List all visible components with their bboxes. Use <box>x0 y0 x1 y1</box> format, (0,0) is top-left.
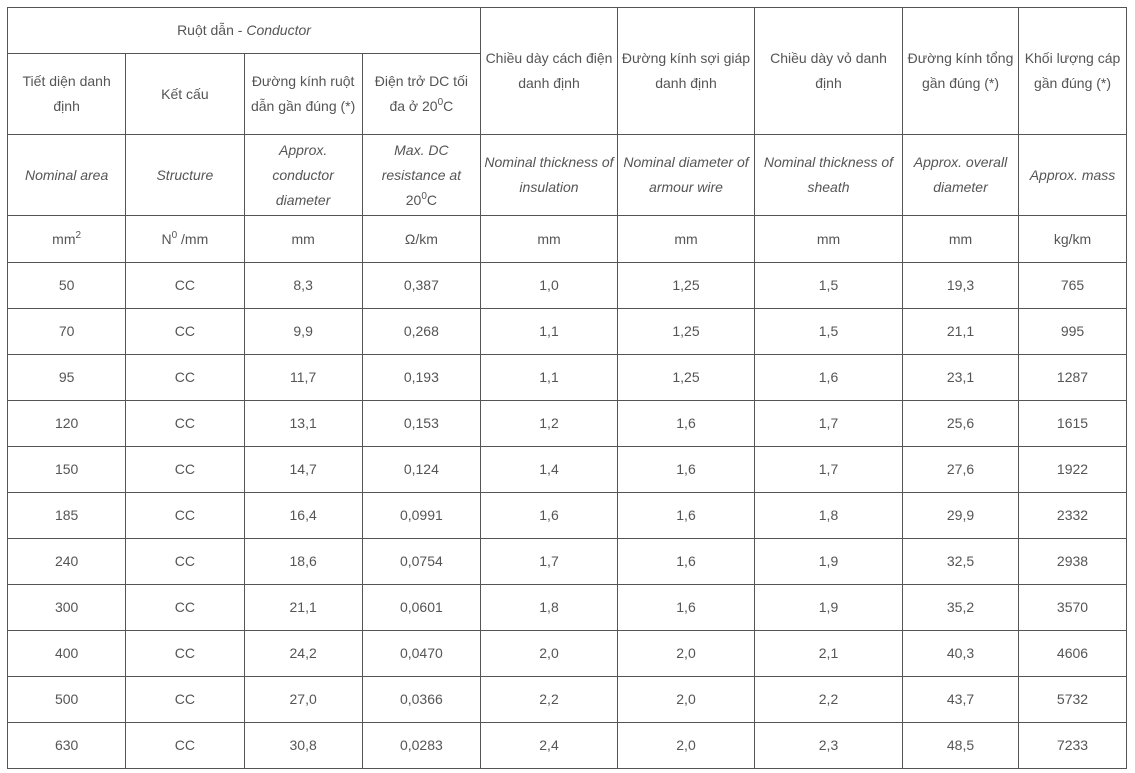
cell-conductor-diameter: 14,7 <box>244 447 362 493</box>
header-armour-vn: Đường kính sợi giáp danh định <box>618 8 755 135</box>
table-row <box>8 539 1127 585</box>
header-armour-en: Nominal diameter of armour wire <box>618 135 755 216</box>
cell-insulation: 1,8 <box>481 585 618 631</box>
cell-insulation: 1,1 <box>481 309 618 355</box>
cell-overall-diameter: 48,5 <box>903 723 1019 769</box>
header-resistance-en-temp-unit: C <box>426 191 437 208</box>
cell-conductor-diameter: 18,6 <box>244 539 362 585</box>
cell-overall-diameter: 21,1 <box>903 309 1019 355</box>
cell-conductor-diameter: 9,9 <box>244 309 362 355</box>
cell-insulation: 2,0 <box>481 631 618 677</box>
header-area-vn: Tiết diện danh định <box>8 54 126 135</box>
cell-resistance: 0,0283 <box>362 723 480 769</box>
cell-sheath: 1,6 <box>755 355 903 401</box>
conductor-group-header <box>8 8 481 54</box>
cell-overall-diameter: 29,9 <box>903 493 1019 539</box>
unit-structure-tail: /mm <box>177 230 209 247</box>
table-row <box>8 677 1127 723</box>
cell-conductor-diameter: 16,4 <box>244 493 362 539</box>
cell-mass: 1922 <box>1019 447 1127 493</box>
cell-sheath: 1,5 <box>755 263 903 309</box>
header-structure-en: Structure <box>126 135 244 216</box>
header-mass-vn: Khối lượng cáp gần đúng (*) <box>1019 8 1127 135</box>
header-overall-diameter-vn: Đường kính tổng gần đúng (*) <box>903 8 1019 135</box>
cell-area: 300 <box>8 585 126 631</box>
cell-structure: CC <box>126 355 244 401</box>
cell-insulation: 1,2 <box>481 401 618 447</box>
cell-mass: 5732 <box>1019 677 1127 723</box>
cell-resistance: 0,124 <box>362 447 480 493</box>
header-structure-vn: Kết cấu <box>126 54 244 135</box>
cell-area: 120 <box>8 401 126 447</box>
cell-sheath: 2,2 <box>755 677 903 723</box>
table-row <box>8 263 1127 309</box>
table-row <box>8 723 1127 769</box>
unit-overall-diameter: mm <box>903 216 1019 263</box>
cell-sheath: 1,7 <box>755 401 903 447</box>
cell-area: 95 <box>8 355 126 401</box>
header-resistance-en-text: Max. DC resistance at <box>381 141 462 183</box>
cell-structure: CC <box>126 309 244 355</box>
header-resistance-en-degree: 0 <box>421 190 427 202</box>
cell-structure: CC <box>126 263 244 309</box>
table-body <box>8 263 1127 769</box>
cell-resistance: 0,193 <box>362 355 480 401</box>
header-insulation-vn: Chiều dày cách điện danh định <box>481 8 618 135</box>
header-resistance-vn-temp: 20 <box>422 98 438 114</box>
cell-resistance: 0,0366 <box>362 677 480 723</box>
cell-insulation: 1,7 <box>481 539 618 585</box>
cell-structure: CC <box>126 677 244 723</box>
cell-resistance: 0,0991 <box>362 493 480 539</box>
unit-insulation: mm <box>481 216 618 263</box>
conductor-group-label-vn: Ruột dẫn - <box>177 22 247 38</box>
header-resistance-vn <box>362 54 480 135</box>
cell-overall-diameter: 43,7 <box>903 677 1019 723</box>
header-conductor-diameter-vn: Đường kính ruột dẫn gần đúng (*) <box>244 54 362 135</box>
unit-conductor-diameter: mm <box>244 216 362 263</box>
cable-spec-table <box>7 7 1127 769</box>
cell-insulation: 1,4 <box>481 447 618 493</box>
cell-overall-diameter: 25,6 <box>903 401 1019 447</box>
cell-sheath: 1,5 <box>755 309 903 355</box>
cell-resistance: 0,0470 <box>362 631 480 677</box>
cell-resistance: 0,0754 <box>362 539 480 585</box>
cell-conductor-diameter: 11,7 <box>244 355 362 401</box>
cell-structure: CC <box>126 631 244 677</box>
cell-insulation: 2,4 <box>481 723 618 769</box>
cell-structure: CC <box>126 447 244 493</box>
cell-sheath: 1,8 <box>755 493 903 539</box>
unit-armour: mm <box>618 216 755 263</box>
cell-structure: CC <box>126 723 244 769</box>
cell-armour: 2,0 <box>618 723 755 769</box>
cell-overall-diameter: 23,1 <box>903 355 1019 401</box>
cell-mass: 7233 <box>1019 723 1127 769</box>
cell-area: 400 <box>8 631 126 677</box>
header-resistance-vn-temp-unit: C <box>443 98 454 114</box>
header-row-en <box>8 135 1127 216</box>
cell-armour: 1,6 <box>618 447 755 493</box>
cell-mass: 2332 <box>1019 493 1127 539</box>
table-row <box>8 355 1127 401</box>
cell-resistance: 0,387 <box>362 263 480 309</box>
header-sheath-vn: Chiều dày vỏ danh định <box>755 8 903 135</box>
unit-mass: kg/km <box>1019 216 1127 263</box>
cell-area: 500 <box>8 677 126 723</box>
cell-conductor-diameter: 8,3 <box>244 263 362 309</box>
header-resistance-vn-degree: 0 <box>437 97 444 108</box>
cell-conductor-diameter: 13,1 <box>244 401 362 447</box>
cell-structure: CC <box>126 493 244 539</box>
cell-structure: CC <box>126 539 244 585</box>
header-mass-en: Approx. mass <box>1019 135 1127 216</box>
cell-area: 630 <box>8 723 126 769</box>
cell-sheath: 1,9 <box>755 539 903 585</box>
cell-structure: CC <box>126 401 244 447</box>
cell-overall-diameter: 40,3 <box>903 631 1019 677</box>
cell-area: 240 <box>8 539 126 585</box>
cell-area: 70 <box>8 309 126 355</box>
cell-overall-diameter: 32,5 <box>903 539 1019 585</box>
cell-mass: 1615 <box>1019 401 1127 447</box>
cell-area: 150 <box>8 447 126 493</box>
cell-conductor-diameter: 30,8 <box>244 723 362 769</box>
cell-mass: 2938 <box>1019 539 1127 585</box>
cell-insulation: 1,6 <box>481 493 618 539</box>
cell-armour: 1,25 <box>618 309 755 355</box>
conductor-group-label-en: Conductor <box>246 22 311 38</box>
cell-mass: 995 <box>1019 309 1127 355</box>
header-insulation-en: Nominal thickness of insulation <box>481 135 618 216</box>
cell-structure: CC <box>126 585 244 631</box>
cell-resistance: 0,153 <box>362 401 480 447</box>
header-conductor-diameter-en: Approx. conductor diameter <box>244 135 362 216</box>
cell-mass: 1287 <box>1019 355 1127 401</box>
cell-sheath: 2,1 <box>755 631 903 677</box>
cell-overall-diameter: 35,2 <box>903 585 1019 631</box>
cell-armour: 1,6 <box>618 585 755 631</box>
unit-sheath: mm <box>755 216 903 263</box>
cell-area: 50 <box>8 263 126 309</box>
cell-resistance: 0,268 <box>362 309 480 355</box>
table-row <box>8 631 1127 677</box>
unit-area <box>8 216 126 263</box>
cell-resistance: 0,0601 <box>362 585 480 631</box>
cell-mass: 765 <box>1019 263 1127 309</box>
header-resistance-en <box>362 135 480 216</box>
header-resistance-vn-text: Điện trở DC tối đa ở <box>374 73 468 114</box>
cell-armour: 1,6 <box>618 401 755 447</box>
table-row <box>8 401 1127 447</box>
header-area-en: Nominal area <box>8 135 126 216</box>
table-row <box>8 493 1127 539</box>
cell-armour: 2,0 <box>618 677 755 723</box>
cell-armour: 1,6 <box>618 493 755 539</box>
cell-mass: 3570 <box>1019 585 1127 631</box>
cell-insulation: 2,2 <box>481 677 618 723</box>
header-sheath-en: Nominal thickness of sheath <box>755 135 903 216</box>
unit-resistance: Ω/km <box>362 216 480 263</box>
cell-overall-diameter: 27,6 <box>903 447 1019 493</box>
table-row <box>8 585 1127 631</box>
unit-area-base: mm <box>52 230 76 247</box>
header-resistance-en-temp: 20 <box>405 191 422 208</box>
cell-conductor-diameter: 24,2 <box>244 631 362 677</box>
unit-structure <box>126 216 244 263</box>
cell-overall-diameter: 19,3 <box>903 263 1019 309</box>
cell-armour: 1,6 <box>618 539 755 585</box>
unit-structure-base: N <box>161 230 172 247</box>
cell-sheath: 1,7 <box>755 447 903 493</box>
unit-structure-exponent: 0 <box>171 229 178 241</box>
header-row-units <box>8 216 1127 263</box>
cell-insulation: 1,1 <box>481 355 618 401</box>
unit-area-exponent: 2 <box>75 229 82 241</box>
cell-armour: 2,0 <box>618 631 755 677</box>
table-row <box>8 309 1127 355</box>
cell-area: 185 <box>8 493 126 539</box>
cell-insulation: 1,0 <box>481 263 618 309</box>
header-overall-diameter-en: Approx. overall diameter <box>903 135 1019 216</box>
cell-sheath: 1,9 <box>755 585 903 631</box>
cell-conductor-diameter: 27,0 <box>244 677 362 723</box>
cell-armour: 1,25 <box>618 355 755 401</box>
cell-armour: 1,25 <box>618 263 755 309</box>
cell-sheath: 2,3 <box>755 723 903 769</box>
cell-conductor-diameter: 21,1 <box>244 585 362 631</box>
cell-mass: 4606 <box>1019 631 1127 677</box>
header-row-group <box>8 8 1127 54</box>
table-row <box>8 447 1127 493</box>
